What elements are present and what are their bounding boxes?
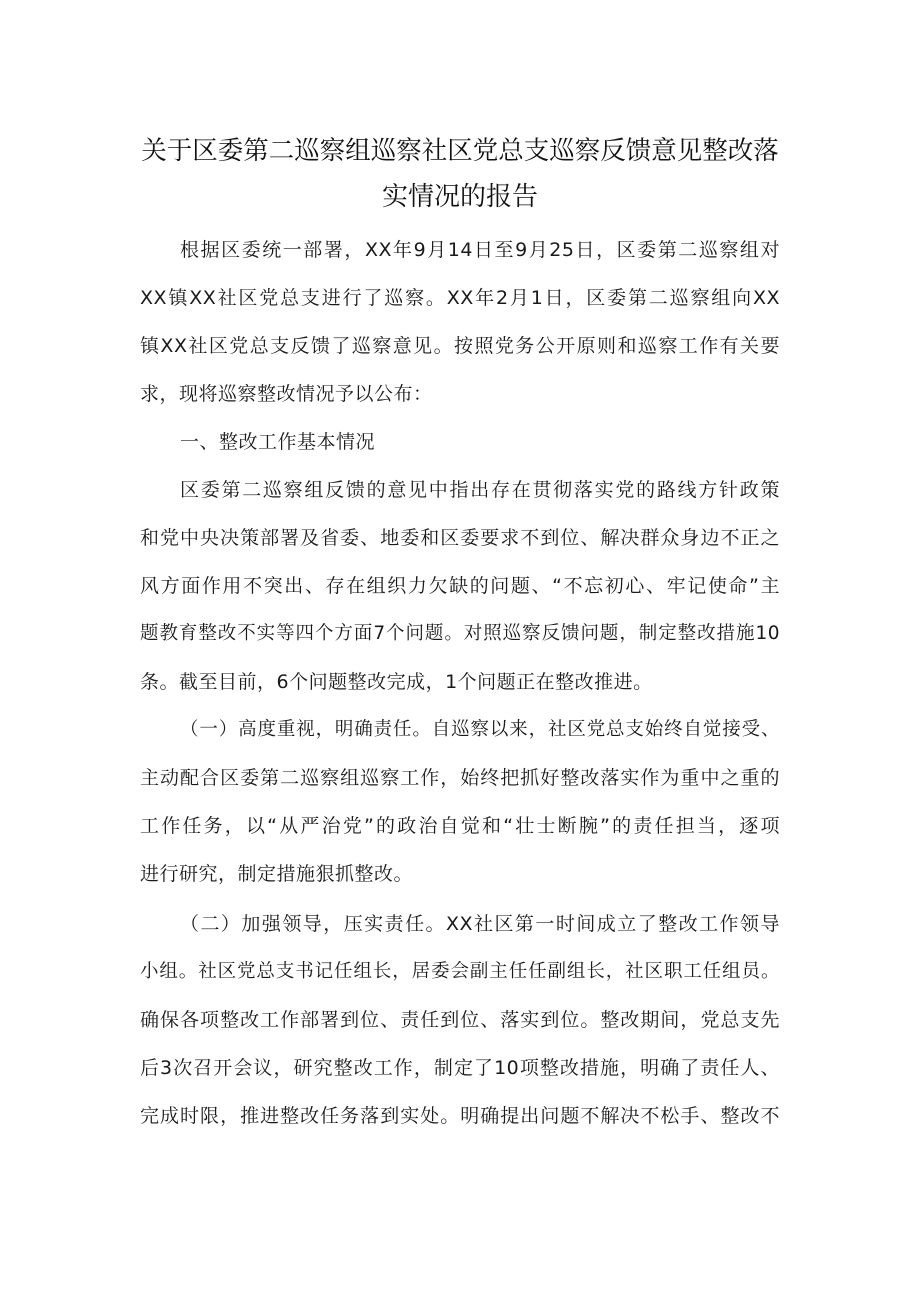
paragraph-line: 风方面作用不突出、存在组织力欠缺的问题、“不忘初心、牢记使命”主 [140, 575, 780, 597]
paragraph-line: 小组。社区党总支书记任组长，居委会副主任任副组长，社区职工任组员。 [140, 961, 780, 982]
document-title [140, 128, 780, 220]
paragraph-line: 完成时限，推进整改任务落到实处。明确提出问题不解决不松手、整改不 [140, 1105, 780, 1127]
paragraph-line: （二）加强领导，压实责任。XX社区第一时间成立了整改工作领导 [180, 913, 780, 935]
paragraph-line: 主动配合区委第二巡察组巡察工作，始终把抓好整改落实作为重中之重的 [140, 767, 780, 789]
paragraph-line: 根据区委统一部署，XX年9月14日至9月25日，区委第二巡察组对 [180, 239, 780, 261]
title-line-1: 关于区委第二巡察组巡察社区党总支巡察反馈意见整改落 [141, 136, 779, 166]
paragraph-line: （一）高度重视，明确责任。自巡察以来，社区党总支始终自觉接受、 [180, 719, 780, 740]
paragraph-line: 镇XX社区党总支反馈了巡察意见。按照党务公开原则和巡察工作有关要 [140, 335, 780, 357]
paragraph-line: 区委第二巡察组反馈的意见中指出存在贯彻落实党的路线方针政策 [180, 479, 780, 501]
paragraph-line: 条。截至目前，6个问题整改完成，1个问题正在整改推进。 [140, 671, 653, 693]
title-line-2: 实情况的报告 [381, 182, 538, 212]
paragraph-line: 求，现将巡察整改情况予以公布： [140, 383, 433, 405]
paragraph-line: 工作任务，以“从严治党”的政治自觉和“壮士断腕”的责任担当，逐项 [140, 815, 780, 837]
paragraph-line: 后3次召开会议，研究整改工作，制定了10项整改措施，明确了责任人、 [140, 1057, 780, 1079]
section-heading: 一、整改工作基本情况 [180, 431, 376, 453]
paragraph-line: 和党中央决策部署及省委、地委和区委要求不到位、解决群众身边不正之 [140, 527, 780, 549]
paragraph-line: 进行研究，制定措施狠抓整改。 [140, 863, 414, 885]
paragraph-line: 确保各项整改工作部署到位、责任到位、落实到位。整改期间，党总支先 [140, 1009, 780, 1031]
paragraph-line: XX镇XX社区党总支进行了巡察。XX年2月1日，区委第二巡察组向XX [140, 287, 780, 309]
paragraph-line: 题教育整改不实等四个方面7个问题。对照巡察反馈问题，制定整改措施10 [140, 623, 780, 644]
